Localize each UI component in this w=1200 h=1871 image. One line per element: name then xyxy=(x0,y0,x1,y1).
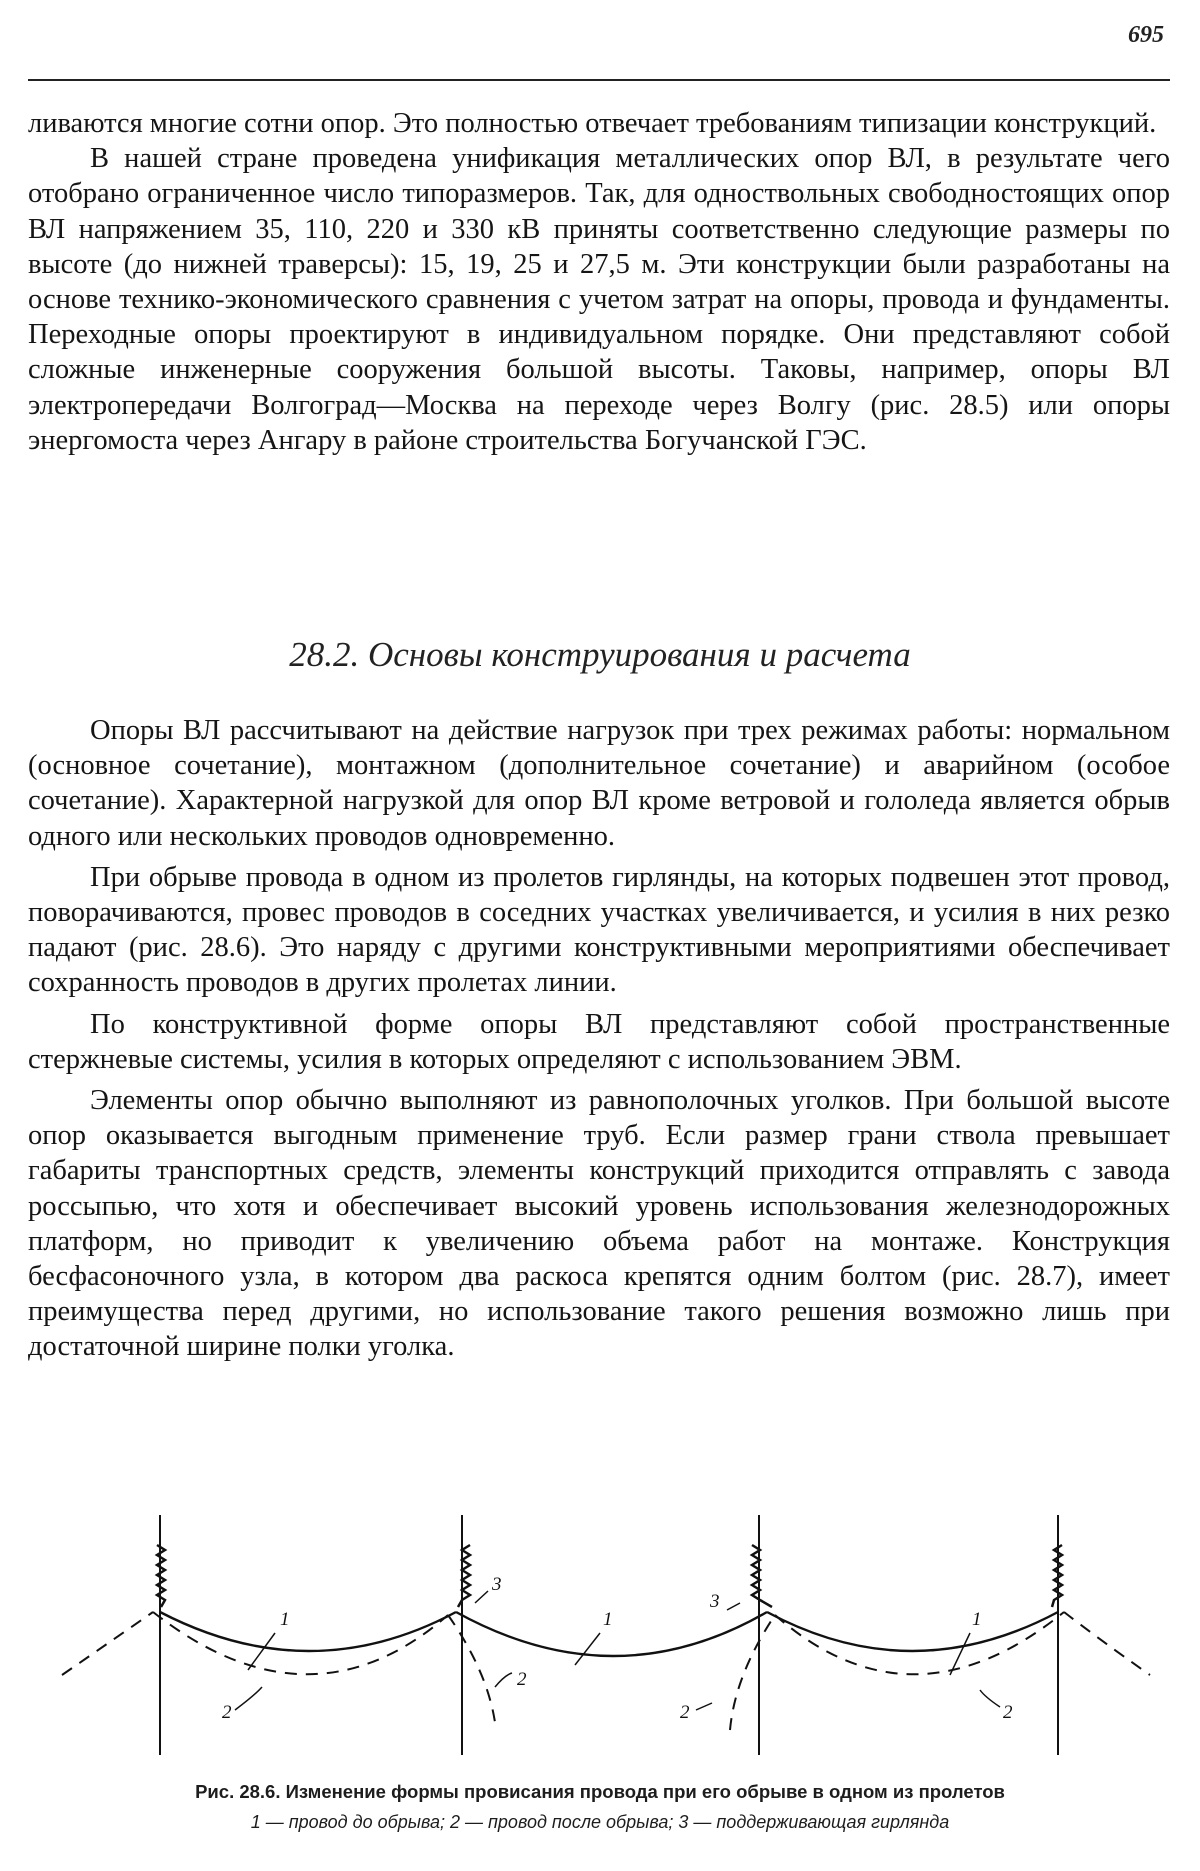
wire-after-break xyxy=(62,1612,153,1675)
wire-after-break xyxy=(775,1612,1064,1674)
wire-after-break xyxy=(1064,1612,1150,1675)
label-insulator: 3 xyxy=(492,1574,502,1595)
top-text xyxy=(28,106,1170,458)
paragraph: Опоры ВЛ рассчитывают на действие нагрузок при трех режимах работы: нормальном (основное сочетание), монтажном (дополнительное сочетание) и аварийном (особое сочетание). Характерной нагрузкой для опор ВЛ кроме ветровой и гололеда является обрыв одного или нескольких проводов одновременно. xyxy=(28,715,1170,852)
wire-after-break xyxy=(730,1615,775,1730)
leader-line xyxy=(475,1591,488,1603)
insulator-icon xyxy=(752,1545,772,1607)
leader-line xyxy=(248,1633,275,1670)
paragraph: В нашей стране проведена унификация металлических опор ВЛ, в результате чего отобрано ограниченное число типоразмеров. Так, для одноствольных свободностоящих опор ВЛ напряжением 35, 110, 220 и 330 кВ приняты соответственно следующие размеры по высоте (до нижней траверсы): 15, 19, 25 и 27,5 м. Эти конструкции были разработаны на основе технико-экономического сравнения с учетом затрат на опоры, провода и фундаменты. Переходные опоры проектируют в индивидуальном порядке. Они представляют собой сложные инженерные сооружения большой высоты. Таковы, например, опоры ВЛ электропередачи Волгоград—Москва на переходе через Волгу (рис. 28.5) или опоры энергомоста через Ангару в районе строительства Богучанской ГЭС. xyxy=(28,143,1170,456)
page-number: 695 xyxy=(1128,22,1164,48)
wire-sag-figure xyxy=(0,1515,1200,1775)
figure-legend: 1 — провод до обрыва; 2 — провод после обрыва; 3 — поддерживающая гирлянда xyxy=(250,1812,950,1832)
header-rule xyxy=(28,79,1170,81)
label-wire-after: 2 xyxy=(517,1669,527,1690)
leader-line xyxy=(235,1687,262,1710)
leader-line xyxy=(727,1603,740,1610)
label-wire-after: 2 xyxy=(1003,1702,1013,1723)
label-wire-before: 1 xyxy=(972,1609,982,1630)
leader-line xyxy=(575,1633,600,1665)
label-wire-after: 2 xyxy=(222,1702,232,1723)
leader-line xyxy=(980,1690,1000,1707)
label-wire-after: 2 xyxy=(680,1702,690,1723)
paragraph: Элементы опор обычно выполняют из равнополочных уголков. При большой высоте опор оказывается выгодным применение труб. Если размер грани ствола превышает габариты транспортных средств, элементы конструкций приходится отправлять с завода россыпью, что хотя и обеспечивает высокий уровень использования железнодорожных платформ, но приводит к увеличению объема работ на монтаже. Конструкция бесфасоночного узла, в котором два раскоса крепятся одним болтом (рис. 28.7), имеет преимущества перед другими, но использование такого решения возможно лишь при достаточной ширине полки уголка. xyxy=(28,1085,1170,1363)
paragraph: По конструктивной форме опоры ВЛ представляют собой пространственные стержневые системы, усилия в которых определяют с использованием ЭВМ. xyxy=(28,1008,1170,1075)
wire-before-break xyxy=(160,1612,456,1651)
leader-line xyxy=(495,1673,512,1687)
section-heading: 28.2. Основы конструирования и расчета xyxy=(289,635,911,674)
label-wire-before: 1 xyxy=(280,1609,290,1630)
leader-line xyxy=(696,1703,712,1710)
wire-after-break xyxy=(448,1615,496,1730)
label-wire-before: 1 xyxy=(603,1609,613,1630)
label-insulator: 3 xyxy=(710,1591,720,1612)
paragraph: При обрыве провода в одном из пролетов гирлянды, на которых подвешен этот провод, поворачиваются, провес проводов в соседних участках увеличивается, и усилия в них резко падают (рис. 28.6). Это наряду с другими конструктивными мероприятиями обеспечивает сохранность проводов в других пролетах линии. xyxy=(28,861,1170,999)
figure-caption: Рис. 28.6. Изменение формы провисания провода при его обрыве в одном из пролетов xyxy=(195,1781,1005,1802)
section-text xyxy=(28,713,1170,1365)
insulator-icon xyxy=(458,1545,470,1607)
wire-after-break xyxy=(153,1612,448,1674)
paragraph: ливаются многие сотни опор. Это полностью отвечает требованиям типизации конструкций. xyxy=(28,108,1157,139)
